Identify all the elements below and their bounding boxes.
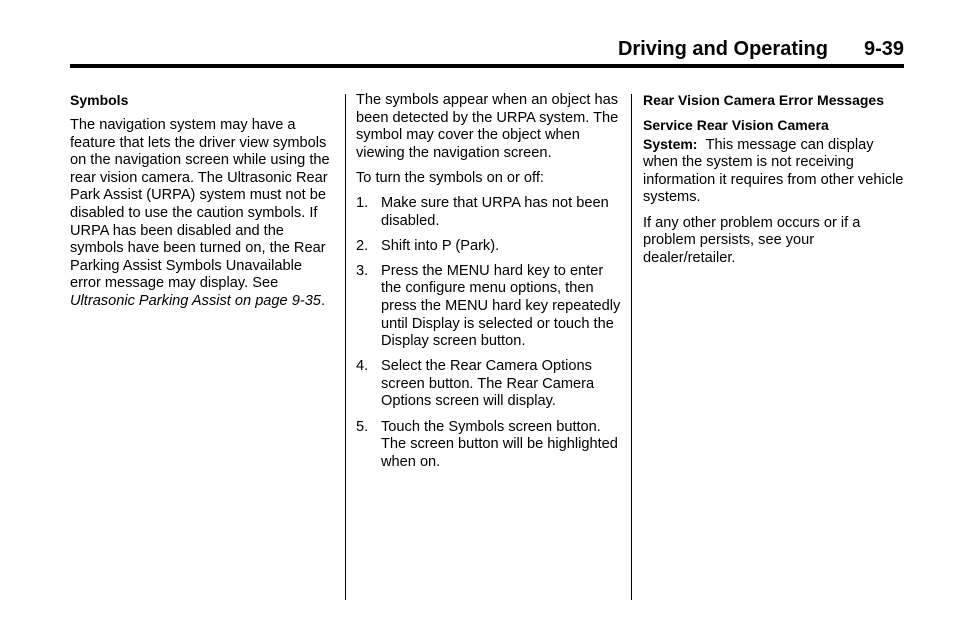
cross-reference-link[interactable]: Ultrasonic Parking Assist on page 9-35 bbox=[70, 293, 321, 310]
service-camera-subheading: Service Rear Vision Camera System: bbox=[643, 117, 829, 152]
column-right bbox=[643, 92, 905, 275]
symbols-text: The navigation system may have a feature that lets the driver view symbols on the navigation screen while using the rear vision camera. The Ultrasonic Rear Park Assist (URPA) system must not be disabled to use the caution symbols. If URPA has been disabled and the symbols have been turned on, the Rear Parking Assist Symbols Unavailable error message may display. See bbox=[70, 117, 330, 292]
step-number: 4. bbox=[356, 358, 369, 375]
step-number: 3. bbox=[356, 262, 369, 279]
service-camera-text: This message can display when the system is not receiving information it requires from other vehicle systems. bbox=[643, 136, 904, 206]
page-header bbox=[70, 36, 904, 68]
step-number: 2. bbox=[356, 237, 369, 254]
column-divider-2 bbox=[631, 94, 632, 600]
steps-list bbox=[356, 195, 622, 471]
symbols-heading: Symbols bbox=[70, 92, 129, 108]
step-text: Make sure that URPA has not been disabled. bbox=[381, 194, 609, 229]
symbols-paragraph bbox=[70, 117, 336, 311]
symbols-appear-paragraph: The symbols appear when an object has been detected by the URPA system. The symbol may cover the object when viewing the navigation screen. bbox=[356, 92, 619, 161]
step-number: 1. bbox=[356, 194, 369, 211]
toggle-intro-paragraph: To turn the symbols on or off: bbox=[356, 169, 544, 186]
list-item bbox=[356, 195, 622, 230]
section-title: Driving and Operating bbox=[617, 38, 828, 60]
list-item bbox=[356, 358, 622, 411]
list-item bbox=[356, 238, 622, 256]
list-item bbox=[356, 263, 622, 351]
step-text: Select the Rear Camera Options screen button. The Rear Camera Options screen will display. bbox=[381, 358, 595, 410]
step-text: Press the MENU hard key to enter the configure menu options, then press the MENU hard key repeatedly until Display is selected or touch the Display screen button. bbox=[381, 262, 621, 350]
list-item bbox=[356, 419, 622, 472]
step-text: Touch the Symbols screen button. The screen button will be highlighted when on. bbox=[381, 418, 618, 470]
service-camera-paragraph bbox=[643, 117, 905, 207]
paragraph-end: . bbox=[320, 293, 325, 310]
column-divider-1 bbox=[345, 94, 346, 600]
page-number: 9-39 bbox=[863, 38, 904, 60]
other-problem-paragraph: If any other problem occurs or if a problem persists, see your dealer/retailer. bbox=[643, 214, 861, 266]
column-middle bbox=[356, 92, 622, 479]
column-left bbox=[70, 92, 336, 318]
error-messages-heading: Rear Vision Camera Error Messages bbox=[643, 92, 884, 108]
step-text: Shift into P (Park). bbox=[381, 237, 500, 254]
step-number: 5. bbox=[356, 418, 369, 435]
